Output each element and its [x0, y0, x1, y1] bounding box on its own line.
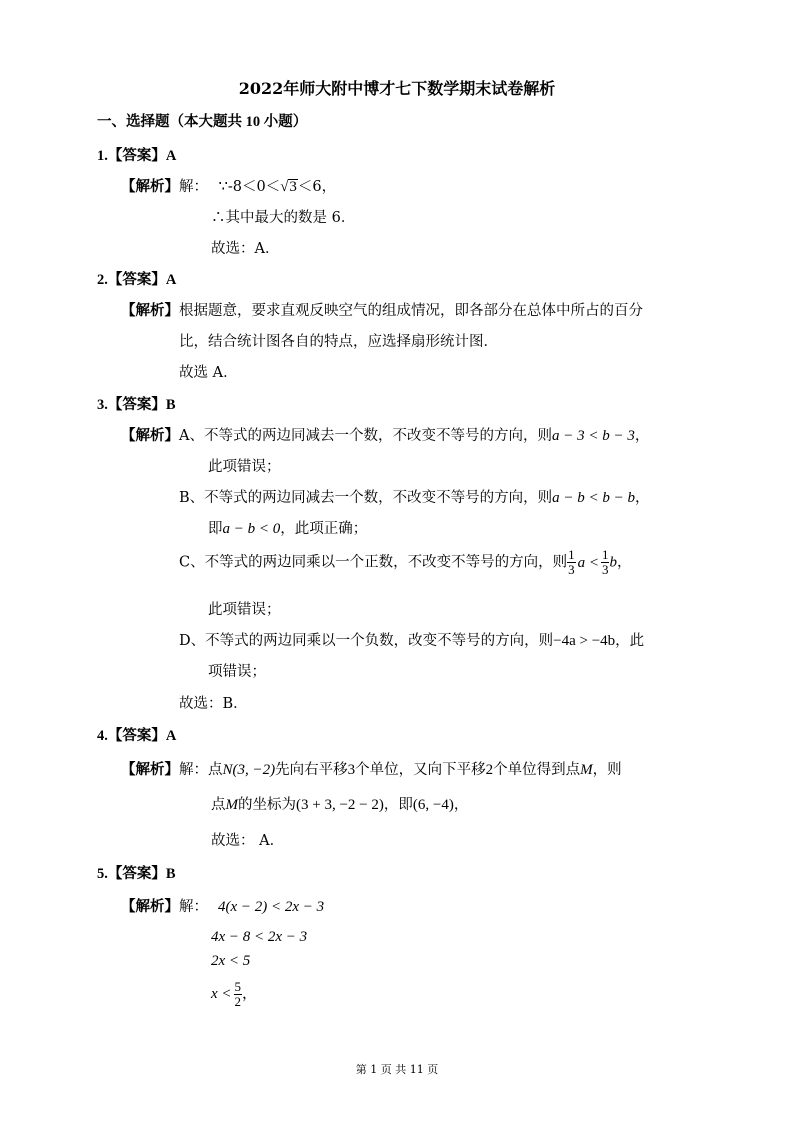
q1-prefix: 解： — [179, 179, 208, 195]
sqrt-symbol: √ — [280, 179, 289, 195]
q2-line2: 比，结合统计图各自的特点，应选择扇形统计图． — [179, 334, 498, 350]
q4-line2-c: ，即 — [383, 797, 413, 813]
q4-answer: 4.【答案】A — [97, 728, 177, 744]
q3-b-end: ， — [635, 490, 650, 506]
q3-d-text: D、不等式的两边同乘以一个负数，改变不等号的方向，则 — [179, 633, 554, 649]
q4-n1: 3 — [347, 762, 356, 778]
q4-line1-d: ，则 — [592, 762, 622, 778]
q1-label: 【解析】 — [121, 179, 179, 195]
q3-option-b — [179, 486, 650, 507]
q5-eq3 — [211, 953, 250, 970]
q4-coord-result: (6, −4) — [412, 797, 454, 813]
q3-c-frac1-num: 1 — [568, 547, 575, 562]
q5-eq4-fraction — [234, 980, 243, 1009]
section-heading: 一、选择题（本大题共 10 小题） — [97, 114, 308, 130]
q5-eq4-post: ， — [242, 985, 258, 1002]
q4-line2-b: 的坐标为 — [238, 797, 296, 813]
q3-b-cont-math: a − b < 0 — [222, 521, 281, 537]
q3-option-c — [179, 548, 631, 577]
q4-line2-d: ， — [453, 797, 469, 813]
page-title: 2022年师大附中博才七下数学期末试卷解析 — [238, 79, 556, 98]
q3-c-text: C、不等式的两边同乘以一个正数，不改变不等号的方向，则 — [179, 554, 568, 571]
q5-eq1: 4(x − 2) < 2x − 3 — [218, 899, 325, 915]
q4-line2-m: M — [225, 797, 238, 813]
q3-c-frac2-num: 1 — [601, 547, 609, 562]
q4-line1-pre: 解：点 — [179, 762, 223, 778]
q4-n2: 2 — [485, 762, 494, 778]
q4-coord-expr: (3 + 3, −2 − 2) — [296, 797, 384, 813]
q4-label: 【解析】 — [121, 762, 179, 778]
q3-b-cont — [208, 517, 367, 538]
page-footer: 第 1 页 共 11 页 — [355, 1063, 439, 1076]
q4-line2 — [211, 793, 468, 814]
q3-d-math: −4a > −4b — [553, 633, 616, 649]
q3-c-var: b — [609, 554, 617, 571]
q1-sqrt-value: 3 — [289, 179, 297, 195]
q3-c-end: ， — [616, 554, 632, 571]
q2-answer: 2.【答案】A — [97, 272, 177, 288]
q2-line1: 根据题意，要求直观反映空气的组成情况，即各部分在总体中所占的百分 — [179, 303, 643, 319]
q1-line2: ∴其中最大的数是 6． — [211, 210, 356, 226]
q5-line1 — [121, 895, 324, 916]
q3-c-mid: a < — [577, 554, 599, 571]
q5-label: 【解析】 — [121, 899, 179, 915]
q3-a-math: a − 3 < b − 3 — [551, 428, 635, 444]
q3-label: 【解析】 — [121, 428, 179, 444]
q4-line1-b: 个单位，又向下平移 — [355, 762, 486, 778]
q2-solution — [121, 299, 643, 320]
q4-point-m: M — [580, 762, 593, 778]
q5-eq4-num: 5 — [234, 979, 242, 994]
q5-answer: 5.【答案】B — [97, 866, 176, 882]
q5-eq4-den: 2 — [234, 994, 242, 1009]
q1-solution — [121, 175, 336, 196]
q3-c-frac2-den: 3 — [601, 562, 609, 577]
q3-b-text: B、不等式的两边同减去一个数，不改变不等号的方向，则 — [179, 490, 553, 506]
q3-b-math: a − b < b − b — [552, 490, 636, 506]
q3-final: 故选：B． — [179, 696, 248, 712]
q2-label: 【解析】 — [121, 303, 179, 319]
q3-d-cont: 项错误； — [208, 664, 266, 680]
q1-line1-a: ∵-8＜0＜ — [218, 179, 281, 195]
q3-c-cont: 此项错误； — [208, 602, 281, 618]
q1-line1-b: ＜6， — [297, 179, 337, 195]
q5-eq4 — [211, 980, 257, 1009]
q3-a-text: A、不等式的两边同减去一个数，不改变不等号的方向，则 — [179, 428, 552, 444]
q1-answer: 1.【答案】A — [97, 148, 177, 164]
q3-b-cont-post: ，此项正确； — [280, 521, 368, 537]
q4-line1-c: 个单位得到点 — [493, 762, 581, 778]
q3-answer: 3.【答案】B — [97, 397, 176, 413]
q3-option-d — [179, 629, 644, 650]
q3-d-end: ，此 — [615, 633, 645, 649]
q4-point-n: N(3, −2) — [222, 762, 276, 778]
q1-line1 — [219, 179, 337, 195]
q5-eq3-text: 2x < 5 — [211, 953, 251, 969]
q1-line3: 故选：A． — [211, 241, 280, 257]
q4-line1 — [121, 758, 622, 779]
q5-eq4-pre: x < — [211, 985, 232, 1002]
q3-c-frac1-den: 3 — [568, 562, 575, 577]
q5-eq2-text: 4x − 8 < 2x − 3 — [211, 929, 308, 945]
q5-eq2 — [211, 929, 307, 946]
q3-c-fraction-1 — [567, 548, 576, 577]
q3-a-end: ， — [634, 428, 650, 444]
q4-line3: 故选： A． — [211, 833, 285, 849]
q3-a-cont: 此项错误； — [208, 459, 281, 475]
q3-option-a — [121, 424, 649, 445]
q2-line3: 故选 A． — [179, 365, 238, 381]
q3-b-cont-pre: 即 — [208, 521, 223, 537]
q4-line2-a: 点 — [211, 797, 226, 813]
q5-prefix: 解： — [179, 899, 208, 915]
q4-line1-a: 先向右平移 — [275, 762, 348, 778]
